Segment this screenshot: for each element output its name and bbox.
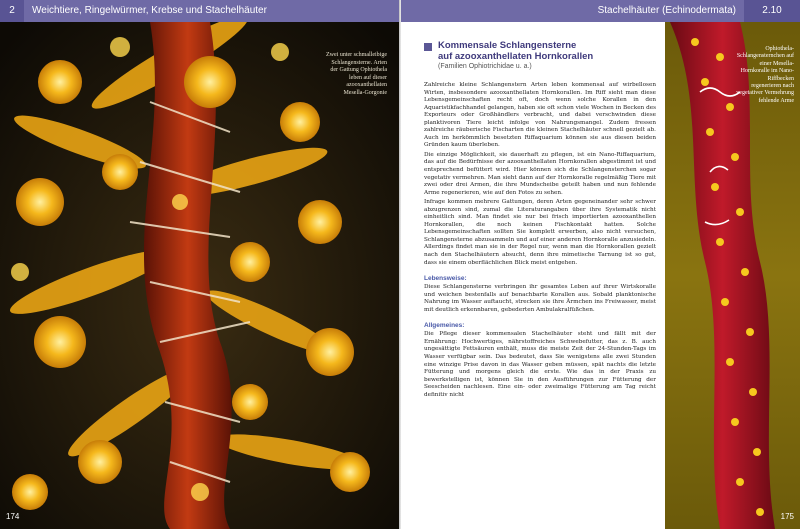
chapter-number: 2	[0, 0, 24, 22]
left-header-bar	[0, 0, 400, 22]
right-page	[400, 0, 800, 529]
lebensweise-heading: Lebensweise:	[424, 275, 467, 283]
article-body	[424, 40, 656, 401]
article-families: (Familien Ophiotrichidae u. a.)	[438, 63, 532, 70]
article-heading	[424, 40, 656, 70]
coral-photo	[0, 22, 400, 529]
paragraph: Die einzige Möglichkeit, sie dauerhaft zu pflegen, ist ein Nano-Riffaquarium, das auf die Bedürfnisse der azooxanthellaten Hornkorallen abgestimmt ist und entsprechend befüttert wird. Hier können sich die Schlangensterchen sogar vegetativ vermehren. Man sieht dann auf der Hornkoralle regelmäßig Tiere mit zwei oder drei Armen, die ihre Mundscheibe geteilt haben und nun fehlende Arme regenerieren, wie auf den Fotos zu sehen.	[424, 151, 656, 196]
right-header-title: Stachelhäuter (Echinodermata)	[597, 5, 736, 16]
left-page-number: 174	[6, 512, 20, 521]
heading-square-icon	[424, 43, 432, 51]
left-photo-caption: Zwei unter schmalleibige Schlangensterne. Arten der Gattung Ophiothela leben auf dieser azooxanthellaten Mesella-Gorgonie	[326, 52, 387, 96]
article-title-line1: Kommensale Schlangensterne	[438, 40, 577, 51]
allgemeines-heading: Allgemeines:	[424, 322, 465, 330]
right-header-bar	[400, 0, 800, 22]
lebensweise-text: Diese Schlangensterne verbringen ihr gesamtes Leben auf ihrer Wirtskoralle und weichen bestenfalls auf benachbarte Korallen aus. Sobald planktonische Nahrung im Wasser auftaucht, strecken sie ihre Ärmchen ins Freiwasser, meist mit deutlich erkennbaren, gebederten Ambulakralfüßchen.	[424, 284, 656, 313]
paragraph: Zahlreiche kleine Schlangenstern Arten leben kommensal auf wirbellosen Wirten, insbesondere azooxanthellaten Hornkorallen. Im Riff sieht man diese Lebensgemeinschaften recht oft, doch wenn solche Korallen in den Aquaristikfachhandel gelangen, haben sie oft schon viele Wochen in Becken des Exporteurs oder Großhändlers verbracht, und dabei verschwinden diese planktivoren Tiere leicht infolge von Nahrungsmangel. Zudem fressen zahlreiche räuberische Fischarten die kleinen Stachelhäuter schnell gezielt ab. Auch im herkömmlich besetzten Riffaquarium können sie aus diesen beiden Gründen kaum überleben.	[424, 82, 656, 149]
right-page-number: 175	[780, 512, 794, 521]
book-gutter	[399, 0, 401, 529]
paragraph: Infrage kommen mehrere Gattungen, deren Arten gegeneinander sehr schwer abzugrenzen sind, zumal die Literaturangaben über ihre Systematik nicht einheitlich sind. Man findet sie nur bei frisch importierten azooxanthellen Hornkorallen, die noch keinen Fischkontakt hatten. Solche Lebensgemeinschaften sollten Sie komplett erwerben, also nicht versuchen, Schlangensterne abzusammeln und auf einer anderen Hornkoralle anzusiedeln. Allerdings findet man sie in der Regel nur, wenn man die Hornkorallen gezielt nach den Stachelhäutern absucht, denn ihre mimetische Tarnung ist so gut, dass sie einem oberflächlichen Blick meist entgehen.	[424, 199, 656, 266]
allgemeines-text: Die Pflege dieser kommensalen Stachelhäuter steht und fällt mit der Ernährung: Hochwertiges, nährstoffreiches Schwebefutter, das z. B. auch ungesättigte Fettsäuren enthält, muss die meiste Zeit der 24-Stunden-Tags im Wasser verfügbar sein. Das bedeutet, dass Sie wenigstens alle zwei Stunden eine winzige Prise davon in das Wasser geben müssen, spät nachts die letzte Fütterung und morgens gleich die erste. Wie das in der Praxis zu bewerkstelligen ist, können Sie in den Ausführungen zur Fütterung der Seescheiden nachlesen. Eine ein- oder zweimalige Fütterung am Tag reicht definitiv nicht	[424, 331, 656, 398]
section-number: 2.10	[744, 0, 800, 22]
right-photo-caption: Ophiothela-Schlangensternchen auf einer Mesella-Hornkoralle im Nano-Riffbecken regenerieren nach vegetativer Vermehrung fehlende Arme	[736, 46, 794, 104]
article-title-line2: auf azooxanthellaten Hornkorallen	[438, 51, 594, 62]
left-header-title: Weichtiere, Ringelwürmer, Krebse und Stachelhäuter	[32, 5, 267, 16]
